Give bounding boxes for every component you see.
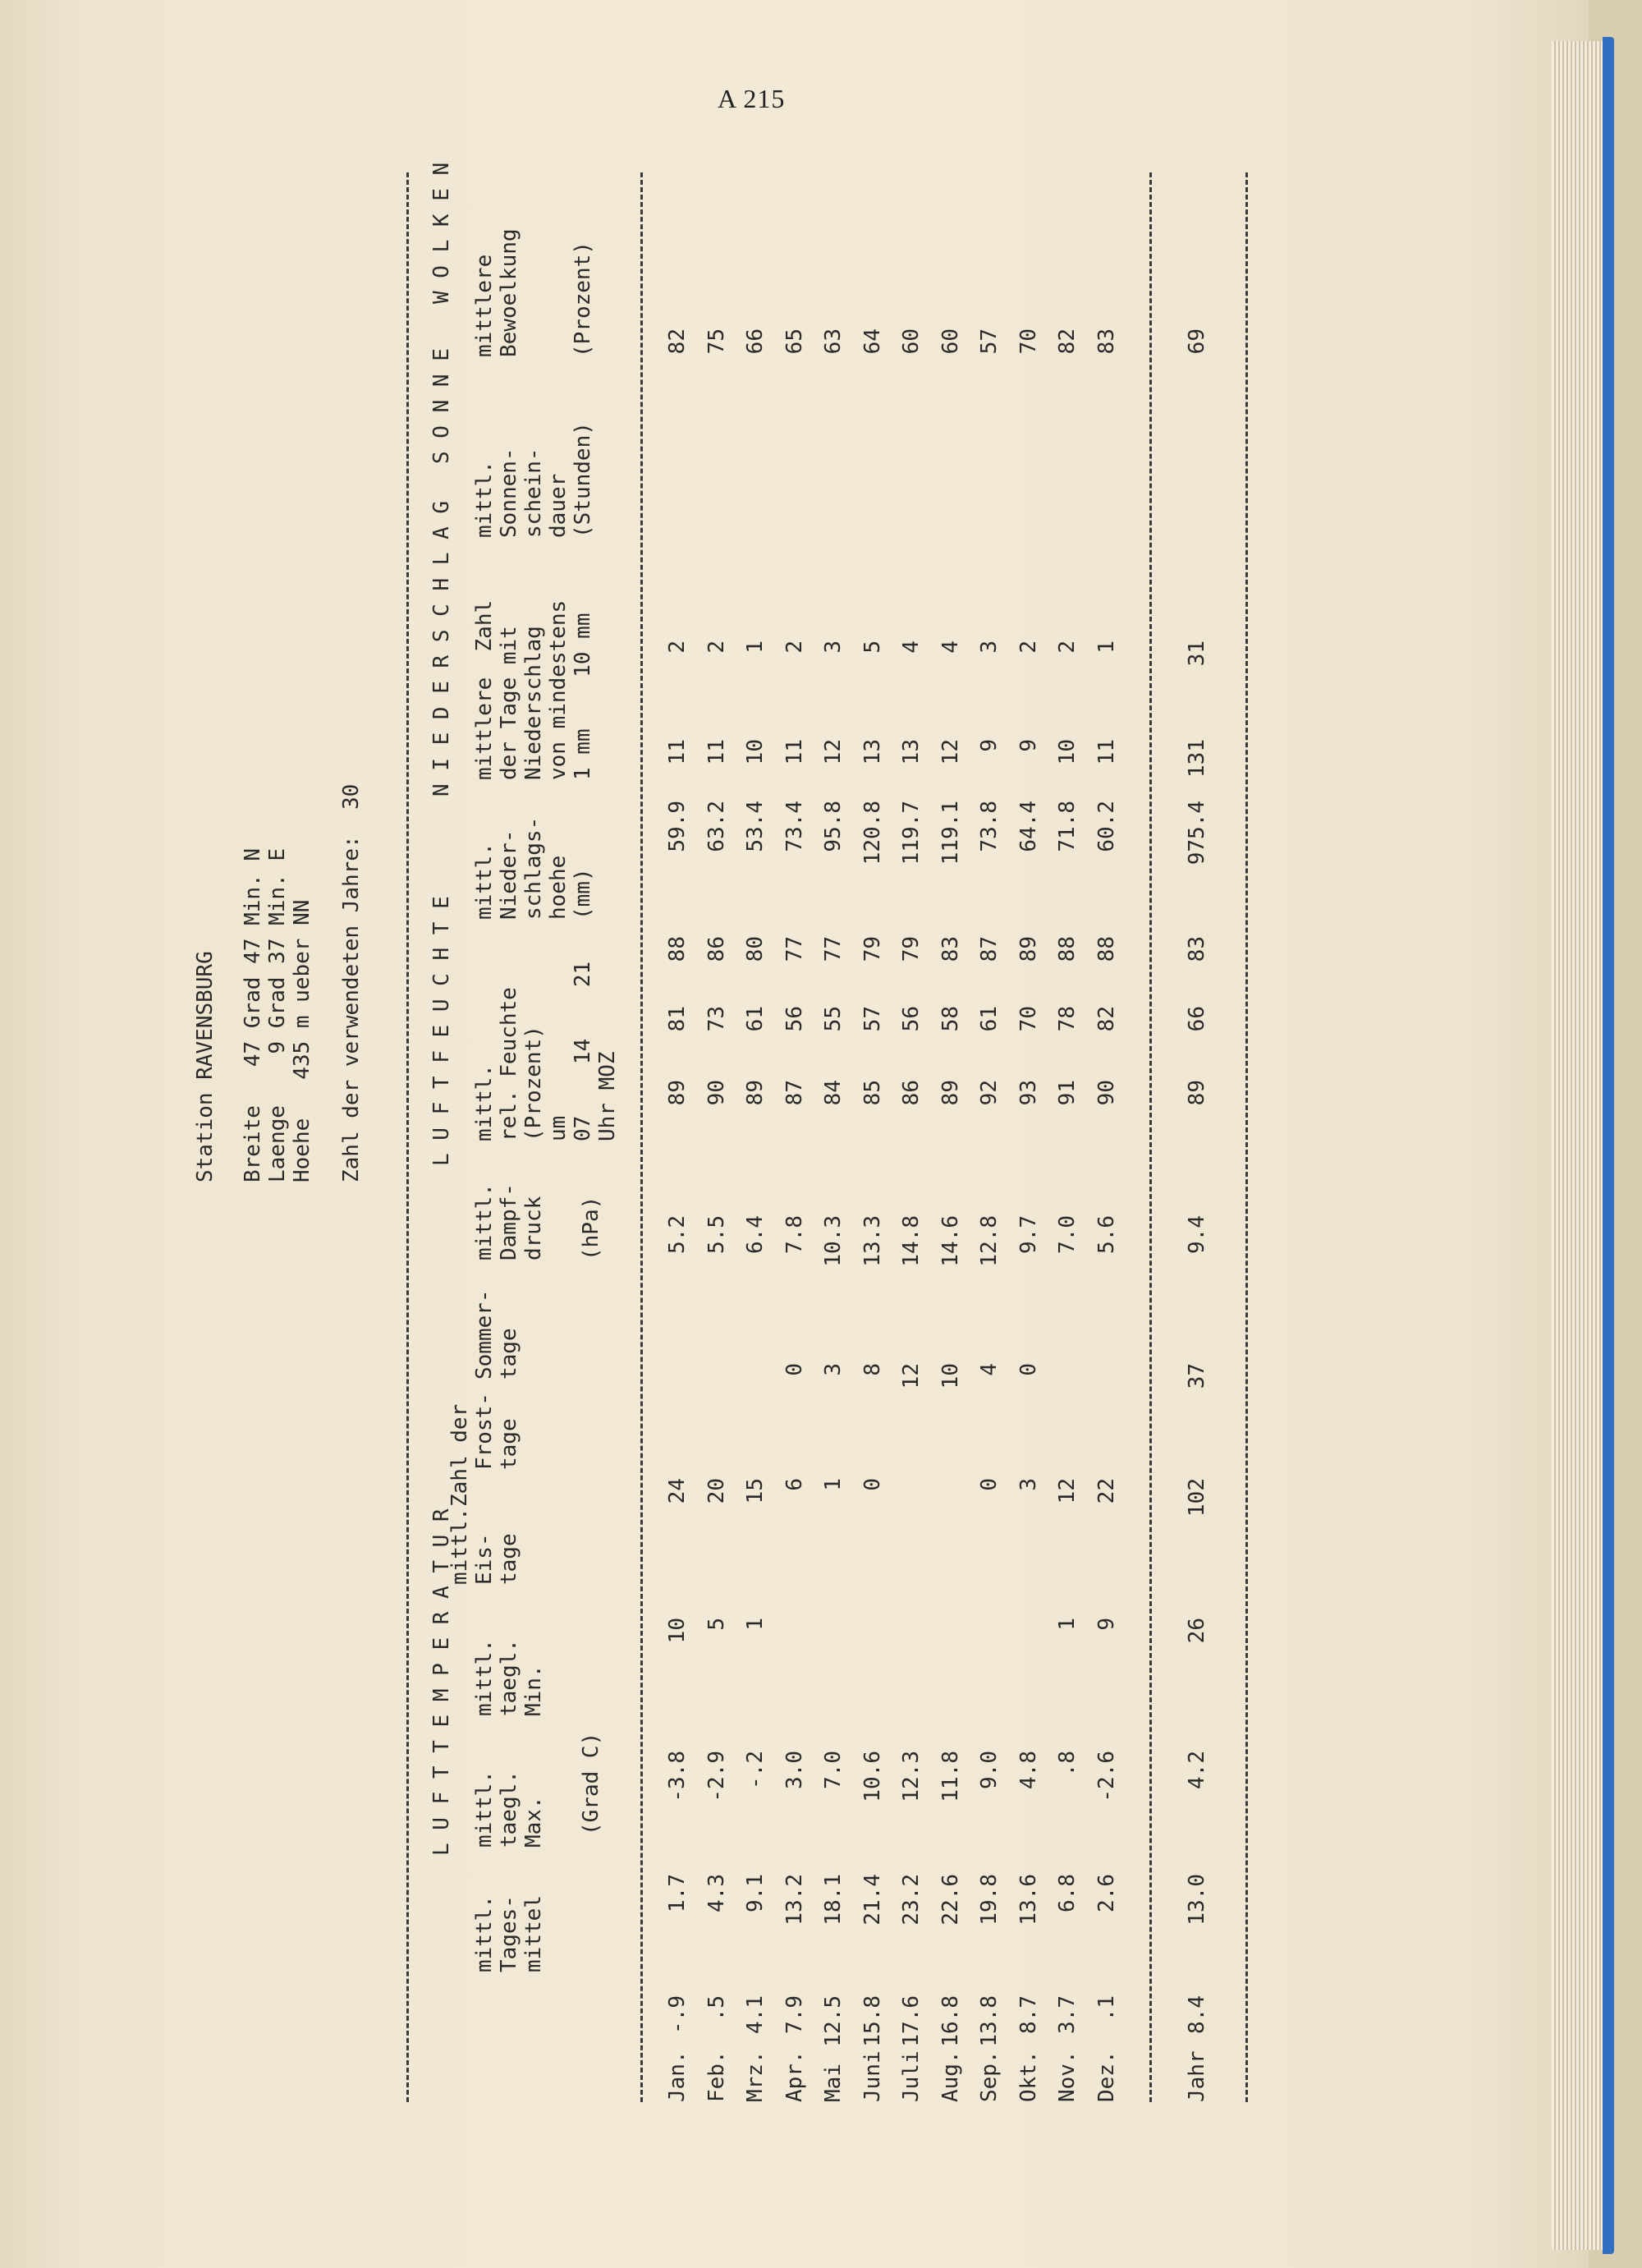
cell-frosttage: 20: [704, 1478, 729, 1504]
page-number: A 215: [718, 84, 786, 113]
header-eistage: mittl. Eis- tage: [447, 1508, 521, 1585]
header-max: mittl. taegl. Max.: [472, 1770, 546, 1848]
cell-max: 22.6: [938, 1874, 963, 1926]
month-label: Okt.: [1016, 2050, 1041, 2102]
cell-feuchte-07: 85: [860, 1080, 885, 1106]
cell-min: 10.6: [860, 1751, 885, 1802]
cell-tage-1mm: 9: [1016, 739, 1041, 752]
cell-tage-10mm: 1: [1094, 640, 1119, 654]
cell-feuchte-21: 89: [1016, 936, 1041, 962]
cell-max: 19.8: [977, 1874, 1002, 1926]
header-niederschlagstage: mittlere Zahl der Tage mit Niederschlag von mindestens 1 mm 10 mm: [472, 599, 595, 780]
cell-tagesmittel: 13.8: [977, 1995, 1002, 2047]
cell-min: 3.0: [782, 1751, 807, 1789]
cell-max: 2.6: [1094, 1874, 1119, 1912]
cell-tage-1mm: 13: [899, 739, 924, 765]
cell-tagesmittel: 15.8: [860, 1995, 885, 2047]
header-frosttage: Frost- tage: [472, 1393, 521, 1470]
cell-bewoelkung: 66: [743, 328, 768, 355]
cell-sommertage: 0: [1016, 1363, 1041, 1376]
cell-dampfdruck: 14.8: [899, 1215, 924, 1267]
month-label: Dez.: [1094, 2050, 1119, 2102]
cell-feuchte-07: 90: [704, 1080, 729, 1106]
cell-min: -.2: [743, 1751, 768, 1789]
cell-sommertage: 10: [938, 1363, 963, 1389]
cell-sommertage: 37: [1185, 1363, 1209, 1389]
cell-tage-10mm: 2: [782, 640, 807, 654]
cell-tage-1mm: 12: [821, 739, 846, 765]
cell-dampfdruck: 14.6: [938, 1215, 963, 1267]
cell-bewoelkung: 60: [938, 328, 963, 355]
cell-max: 1.7: [665, 1874, 690, 1912]
month-label: Mai: [821, 2064, 846, 2102]
station-years: Zahl der verwendeten Jahre: 30: [339, 783, 364, 1182]
cell-feuchte-07: 87: [782, 1080, 807, 1106]
cell-niederschlag-hoehe: 120.8: [860, 801, 885, 865]
cell-feuchte-14: 66: [1185, 1006, 1209, 1032]
cell-max: 13.0: [1185, 1874, 1209, 1926]
header-niederschlagshoehe: mittl. Nieder- schlags- hoehe (mm): [472, 816, 595, 920]
cell-dampfdruck: 13.3: [860, 1215, 885, 1267]
cell-tagesmittel: .5: [704, 1995, 729, 2022]
cell-feuchte-14: 82: [1094, 1006, 1119, 1032]
cell-frosttage: 102: [1185, 1478, 1209, 1517]
cell-sommertage: 8: [860, 1363, 885, 1376]
header-sonnenscheindauer: mittl. Sonnen- schein- dauer (Stunden): [472, 422, 595, 538]
cell-tage-10mm: 4: [899, 640, 924, 654]
cell-eistage: 5: [704, 1618, 729, 1631]
cell-feuchte-14: 55: [821, 1006, 846, 1032]
cell-tage-1mm: 13: [860, 739, 885, 765]
cell-tage-10mm: 3: [821, 640, 846, 654]
cell-eistage: 1: [1055, 1618, 1080, 1631]
cell-tage-1mm: 10: [743, 739, 768, 765]
blue-binding-strip: [1603, 37, 1614, 2254]
cell-bewoelkung: 63: [821, 328, 846, 355]
cell-feuchte-14: 73: [704, 1006, 729, 1032]
cell-feuchte-21: 79: [860, 936, 885, 962]
cell-feuchte-07: 84: [821, 1080, 846, 1106]
cell-feuchte-14: 61: [743, 1006, 768, 1032]
cell-tagesmittel: 8.7: [1016, 1995, 1041, 2034]
cell-niederschlag-hoehe: 60.2: [1094, 801, 1119, 852]
cell-dampfdruck: 6.4: [743, 1215, 768, 1254]
cell-max: 4.3: [704, 1874, 729, 1912]
cell-tage-10mm: 2: [1016, 640, 1041, 654]
cell-tage-1mm: 11: [665, 739, 690, 765]
header-dampfdruck: mittl. Dampf- druck: [472, 1183, 546, 1260]
cell-min: -2.9: [704, 1751, 729, 1802]
cell-eistage: 26: [1185, 1618, 1209, 1644]
cell-niederschlag-hoehe: 59.9: [665, 801, 690, 852]
cell-bewoelkung: 57: [977, 328, 1002, 355]
cell-feuchte-14: 57: [860, 1006, 885, 1032]
cell-tage-1mm: 9: [977, 739, 1002, 752]
cell-tage-1mm: 11: [1094, 739, 1119, 765]
cell-frosttage: 24: [665, 1478, 690, 1504]
cell-max: 18.1: [821, 1874, 846, 1926]
cell-tage-10mm: 4: [938, 640, 963, 654]
station-laenge: Laenge 9 Grad 37 Min. E: [265, 848, 290, 1182]
cell-dampfdruck: 5.5: [704, 1215, 729, 1254]
cell-sommertage: 3: [821, 1363, 846, 1376]
cell-tage-10mm: 2: [1055, 640, 1080, 654]
cell-feuchte-21: 88: [1055, 936, 1080, 962]
cell-bewoelkung: 69: [1185, 328, 1209, 355]
cell-bewoelkung: 82: [1055, 328, 1080, 355]
cell-feuchte-14: 61: [977, 1006, 1002, 1032]
cell-bewoelkung: 65: [782, 328, 807, 355]
month-label: Juni: [860, 2050, 885, 2102]
cell-tage-10mm: 5: [860, 640, 885, 654]
cell-tage-1mm: 11: [782, 739, 807, 765]
cell-feuchte-07: 90: [1094, 1080, 1119, 1106]
cell-frosttage: 0: [977, 1478, 1002, 1491]
cell-frosttage: 3: [1016, 1478, 1041, 1491]
cell-sommertage: 4: [977, 1363, 1002, 1376]
cell-min: .8: [1055, 1751, 1080, 1777]
group-sonne: S O N N E: [429, 348, 454, 464]
cell-tagesmittel: -.9: [665, 1995, 690, 2034]
cell-feuchte-07: 86: [899, 1080, 924, 1106]
cell-niederschlag-hoehe: 975.4: [1185, 801, 1209, 865]
cell-frosttage: 12: [1055, 1478, 1080, 1504]
cell-feuchte-07: 89: [743, 1080, 768, 1106]
cell-max: 6.8: [1055, 1874, 1080, 1912]
cell-dampfdruck: 9.4: [1185, 1215, 1209, 1254]
cell-dampfdruck: 5.2: [665, 1215, 690, 1254]
header-bewoelkung: mittlere Bewoelkung (Prozent): [472, 228, 595, 357]
cell-feuchte-21: 77: [782, 936, 807, 962]
cell-frosttage: 0: [860, 1478, 885, 1491]
rule-header: [640, 172, 643, 2102]
cell-feuchte-14: 81: [665, 1006, 690, 1032]
cell-eistage: 9: [1094, 1618, 1119, 1631]
cell-bewoelkung: 60: [899, 328, 924, 355]
cell-dampfdruck: 10.3: [821, 1215, 846, 1267]
cell-tagesmittel: 16.8: [938, 1995, 963, 2047]
cell-tage-1mm: 12: [938, 739, 963, 765]
cell-tagesmittel: 7.9: [782, 1995, 807, 2034]
month-label: Jahr: [1185, 2050, 1209, 2102]
cell-niederschlag-hoehe: 95.8: [821, 801, 846, 852]
station-hoehe: Hoehe 435 m ueber NN: [290, 899, 314, 1182]
cell-eistage: 10: [665, 1618, 690, 1644]
cell-bewoelkung: 82: [665, 328, 690, 355]
header-min: mittl. taegl. Min.: [472, 1639, 546, 1716]
month-label: Nov.: [1055, 2050, 1080, 2102]
header-zahl-der: Zahl der: [447, 1403, 472, 1507]
cell-dampfdruck: 7.8: [782, 1215, 807, 1254]
header-tagesmittel: mittl. Tages- mittel: [472, 1895, 546, 1972]
cell-min: 4.8: [1016, 1751, 1041, 1789]
cell-bewoelkung: 70: [1016, 328, 1041, 355]
cell-feuchte-07: 92: [977, 1080, 1002, 1106]
cell-niederschlag-hoehe: 64.4: [1016, 801, 1041, 852]
cell-min: 11.8: [938, 1751, 963, 1802]
cell-niederschlag-hoehe: 119.1: [938, 801, 963, 865]
cell-max: 13.2: [782, 1874, 807, 1926]
cell-bewoelkung: 75: [704, 328, 729, 355]
cell-frosttage: 6: [782, 1478, 807, 1491]
cell-tagesmittel: 17.6: [899, 1995, 924, 2047]
cell-feuchte-21: 88: [1094, 936, 1119, 962]
page-stack-edge: [1552, 41, 1609, 2250]
cell-feuchte-14: 70: [1016, 1006, 1041, 1032]
cell-dampfdruck: 12.8: [977, 1215, 1002, 1267]
cell-tagesmittel: 12.5: [821, 1995, 846, 2047]
cell-niederschlag-hoehe: 119.7: [899, 801, 924, 865]
cell-feuchte-21: 77: [821, 936, 846, 962]
cell-frosttage: 1: [821, 1478, 846, 1491]
cell-tage-1mm: 131: [1185, 739, 1209, 778]
month-label: Juli: [899, 2050, 924, 2102]
cell-tage-1mm: 11: [704, 739, 729, 765]
climate-table: [193, 162, 1277, 2102]
header-rel-feuchte: mittl. rel. Feuchte (Prozent) um 07 14 21 Uhr MOZ: [472, 961, 620, 1141]
month-label: Mrz.: [743, 2050, 768, 2102]
header-sommertage: Sommer- tage: [472, 1289, 521, 1380]
cell-frosttage: 22: [1094, 1478, 1119, 1504]
cell-max: 9.1: [743, 1874, 768, 1912]
cell-dampfdruck: 9.7: [1016, 1215, 1041, 1254]
group-lufttemperatur: L U F T T E M P E R A T U R: [429, 1508, 454, 1856]
cell-tage-10mm: 1: [743, 640, 768, 654]
month-label: Jan.: [665, 2050, 690, 2102]
cell-max: 21.4: [860, 1874, 885, 1926]
cell-feuchte-21: 87: [977, 936, 1002, 962]
cell-niederschlag-hoehe: 73.8: [977, 801, 1002, 852]
cell-niederschlag-hoehe: 53.4: [743, 801, 768, 852]
cell-feuchte-21: 80: [743, 936, 768, 962]
cell-niederschlag-hoehe: 71.8: [1055, 801, 1080, 852]
cell-feuchte-07: 93: [1016, 1080, 1041, 1106]
rule-top: [406, 172, 409, 2102]
cell-dampfdruck: 7.0: [1055, 1215, 1080, 1254]
cell-bewoelkung: 83: [1094, 328, 1119, 355]
cell-tagesmittel: 8.4: [1185, 1995, 1209, 2034]
cell-min: -2.6: [1094, 1751, 1119, 1802]
cell-feuchte-14: 78: [1055, 1006, 1080, 1032]
cell-sommertage: 0: [782, 1363, 807, 1376]
cell-feuchte-14: 56: [899, 1006, 924, 1032]
cell-feuchte-07: 89: [1185, 1080, 1209, 1106]
cell-min: 4.2: [1185, 1751, 1209, 1789]
cell-feuchte-21: 88: [665, 936, 690, 962]
group-wolken: W O L K E N: [429, 162, 454, 304]
cell-max: 13.6: [1016, 1874, 1041, 1926]
cell-feuchte-14: 58: [938, 1006, 963, 1032]
month-label: Feb.: [704, 2050, 729, 2102]
station-breite: Breite 47 Grad 47 Min. N: [241, 848, 265, 1182]
cell-feuchte-21: 86: [704, 936, 729, 962]
cell-feuchte-21: 79: [899, 936, 924, 962]
cell-sommertage: 12: [899, 1363, 924, 1389]
cell-feuchte-07: 89: [665, 1080, 690, 1106]
cell-max: 23.2: [899, 1874, 924, 1926]
cell-feuchte-21: 83: [1185, 936, 1209, 962]
group-niederschlag: N I E D E R S C H L A G: [429, 500, 454, 797]
cell-eistage: 1: [743, 1618, 768, 1631]
cell-min: 9.0: [977, 1751, 1002, 1789]
cell-tagesmittel: 4.1: [743, 1995, 768, 2034]
group-luftfeuchte: L U F T F E U C H T E: [429, 896, 454, 1166]
cell-niederschlag-hoehe: 73.4: [782, 801, 807, 852]
cell-frosttage: 15: [743, 1478, 768, 1504]
cell-dampfdruck: 5.6: [1094, 1215, 1119, 1254]
cell-tage-10mm: 2: [704, 640, 729, 654]
cell-feuchte-07: 89: [938, 1080, 963, 1106]
cell-min: -3.8: [665, 1751, 690, 1802]
month-label: Apr.: [782, 2050, 807, 2102]
cell-feuchte-14: 56: [782, 1006, 807, 1032]
station-title: Station RAVENSBURG: [193, 951, 218, 1182]
month-label: Sep.: [977, 2050, 1002, 2102]
month-label: Aug.: [938, 2050, 963, 2102]
cell-niederschlag-hoehe: 63.2: [704, 801, 729, 852]
cell-tagesmittel: .1: [1094, 1995, 1119, 2022]
cell-feuchte-21: 83: [938, 936, 963, 962]
cell-min: 7.0: [821, 1751, 846, 1789]
cell-bewoelkung: 64: [860, 328, 885, 355]
cell-tagesmittel: 3.7: [1055, 1995, 1080, 2034]
header-hpa: (hPa): [579, 1196, 603, 1260]
cell-tage-1mm: 10: [1055, 739, 1080, 765]
rule-total: [1149, 172, 1152, 2102]
cell-tage-10mm: 2: [665, 640, 690, 654]
header-grad: (Grad C): [579, 1732, 603, 1835]
rule-bottom: [1245, 172, 1248, 2102]
cell-tage-10mm: 31: [1185, 640, 1209, 667]
cell-min: 12.3: [899, 1751, 924, 1802]
cell-tage-10mm: 3: [977, 640, 1002, 654]
cell-feuchte-07: 91: [1055, 1080, 1080, 1106]
